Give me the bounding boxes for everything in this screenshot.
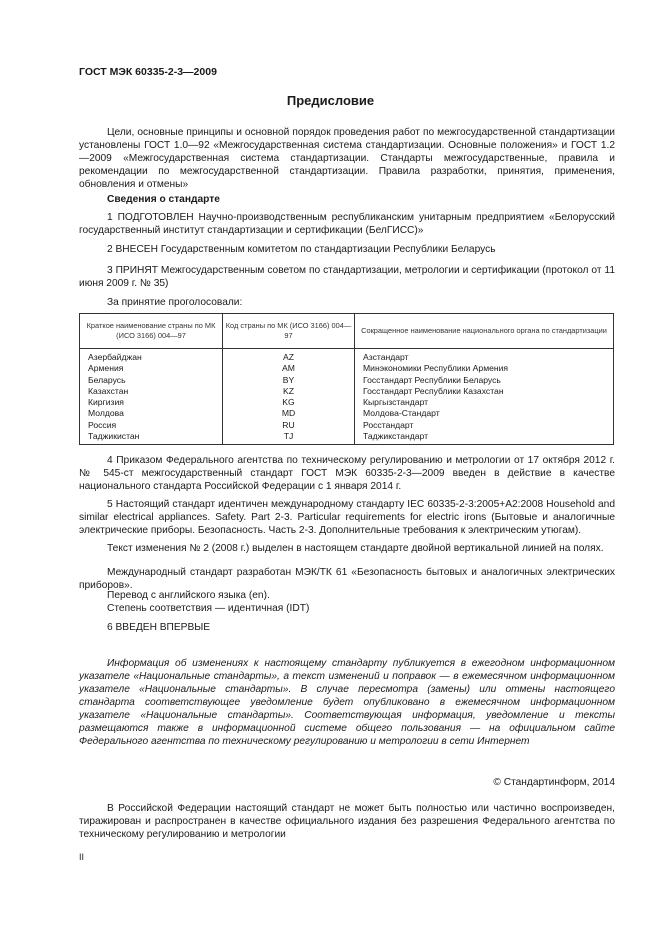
- country-cell: Азербайджан: [80, 349, 223, 364]
- table-row: [80, 349, 614, 364]
- rights-notice: В Российской Федерации настоящий стандарт не может быть полностью или частично воспроизведен, тиражирован и распространен в качестве официального издания без разрешения Федерального агентства по техническому регулированию и метрологии: [79, 803, 615, 840]
- code-cell: RU: [223, 420, 355, 431]
- country-cell: Таджикистан: [80, 431, 223, 445]
- changes-notice: Информация об изменениях к настоящему стандарту публикуется в ежегодном информационном указателе «Национальные стандарты», а текст изменений и поправок — в ежемесячном информационном указателе «Национальные стандарты». В случае пересмотра (замены) или отмены настоящего стандарта соответствующее уведомление будет опубликовано в ежемесячном информационном указателе «Национальные стандарты». Соответствующая информация, уведомление и тексты размещаются также в информационной системе общего пользования — на официальном сайте Федерального агентства по техническому регулированию и метрологии в сети Интернет: [79, 658, 615, 747]
- table-row: [80, 431, 614, 445]
- body-cell: Минэкономики Республики Армения: [355, 363, 614, 374]
- page-title: Предисловие: [286, 93, 375, 108]
- table-row: [80, 375, 614, 386]
- item-3-paragraph: 3 ПРИНЯТ Межгосударственным советом по стандартизации, метрологии и сертификации (протокол от 11 июня 2009 г. № 35): [79, 265, 615, 289]
- code-cell: KG: [223, 397, 355, 408]
- item-2-paragraph: 2 ВНЕСЕН Государственным комитетом по стандартизации Республики Беларусь: [107, 244, 496, 255]
- code-cell: BY: [223, 375, 355, 386]
- page-number: II: [79, 852, 85, 862]
- code-cell: AZ: [223, 349, 355, 364]
- country-cell: Беларусь: [80, 375, 223, 386]
- country-cell: Россия: [80, 420, 223, 431]
- country-cell: Казахстан: [80, 386, 223, 397]
- country-cell: Киргизия: [80, 397, 223, 408]
- voting-states-table: [79, 313, 614, 445]
- intro-paragraph: Цели, основные принципы и основной порядок проведения работ по межгосударственной стандартизации установлены ГОСТ 1.0—92 «Межгосударственная система стандартизации. Основные положения» и ГОСТ 1.2—2009 «Межгосударственная система стандартизации. Стандарты межгосударственные, правила и рекомендации по межгосударственной стандартизации. Правила разработки, принятия, применения, обновления и отмены»: [79, 127, 615, 190]
- code-cell: MD: [223, 408, 355, 419]
- item-5-paragraph: 5 Настоящий стандарт идентичен международному стандарту IEC 60335-2-3:2005+A2:2008 Household and similar electrical appliances. Safety. Part 2-3. Particular requirements for electric irons (Бытовые и аналогичные электрические приборы. Безопасность. Часть 2-3. Дополнительные требования к электрическим утюгам).: [79, 499, 615, 536]
- item-4-paragraph: 4 Приказом Федерального агентства по техническому регулированию и метрологии от 17 октября 2012 г. № 545-ст межгосударственный стандарт ГОСТ МЭК 60335-2-3—2009 введен в действие в качестве национального стандарта Российской Федерации с 1 января 2014 г.: [79, 455, 615, 492]
- body-cell: Азстандарт: [355, 349, 614, 364]
- table-row: [80, 363, 614, 374]
- table-row: [80, 386, 614, 397]
- body-cell: Молдова-Стандарт: [355, 408, 614, 419]
- code-cell: TJ: [223, 431, 355, 445]
- item-5-degree-note: Степень соответствия — идентичная (IDT): [107, 603, 310, 614]
- copyright-line: © Стандартинформ, 2014: [493, 777, 615, 788]
- table-row: [80, 420, 614, 431]
- section-heading: Сведения о стандарте: [107, 194, 220, 205]
- country-cell: Молдова: [80, 408, 223, 419]
- item-6-paragraph: 6 ВВЕДЕН ВПЕРВЫЕ: [107, 622, 211, 633]
- body-cell: Росстандарт: [355, 420, 614, 431]
- table-header-code: Код страны по МК (ИСО 3166) 004—97: [223, 314, 355, 349]
- item-5-change-note: Текст изменения № 2 (2008 г.) выделен в настоящем стандарте двойной вертикальной линией на полях.: [107, 543, 604, 554]
- item-1-paragraph: 1 ПОДГОТОВЛЕН Научно-производственным республиканским унитарным предприятием «Белорусский государственный институт стандартизации и сертификации (БелГИСС)»: [79, 212, 615, 236]
- table-header-body: Сокращенное наименование национального органа по стандартизации: [355, 314, 614, 349]
- body-cell: Таджикстандарт: [355, 431, 614, 445]
- item-5-developer-note: Международный стандарт разработан МЭК/ТК 61 «Безопасность бытовых и аналогичных электрических приборов».: [79, 567, 615, 591]
- body-cell: Госстандарт Республики Казахстан: [355, 386, 614, 397]
- table-row: [80, 397, 614, 408]
- body-cell: Кыргызстандарт: [355, 397, 614, 408]
- body-cell: Госстандарт Республики Беларусь: [355, 375, 614, 386]
- item-5-translation-note: Перевод с английского языка (en).: [107, 590, 270, 601]
- country-cell: Армения: [80, 363, 223, 374]
- code-cell: AM: [223, 363, 355, 374]
- table-row: [80, 408, 614, 419]
- code-cell: KZ: [223, 386, 355, 397]
- table-header-country: Краткое наименование страны по МК (ИСО 3166) 004—97: [80, 314, 223, 349]
- standard-code-header: ГОСТ МЭК 60335-2-3—2009: [79, 66, 217, 78]
- voted-label: За принятие проголосовали:: [107, 297, 243, 308]
